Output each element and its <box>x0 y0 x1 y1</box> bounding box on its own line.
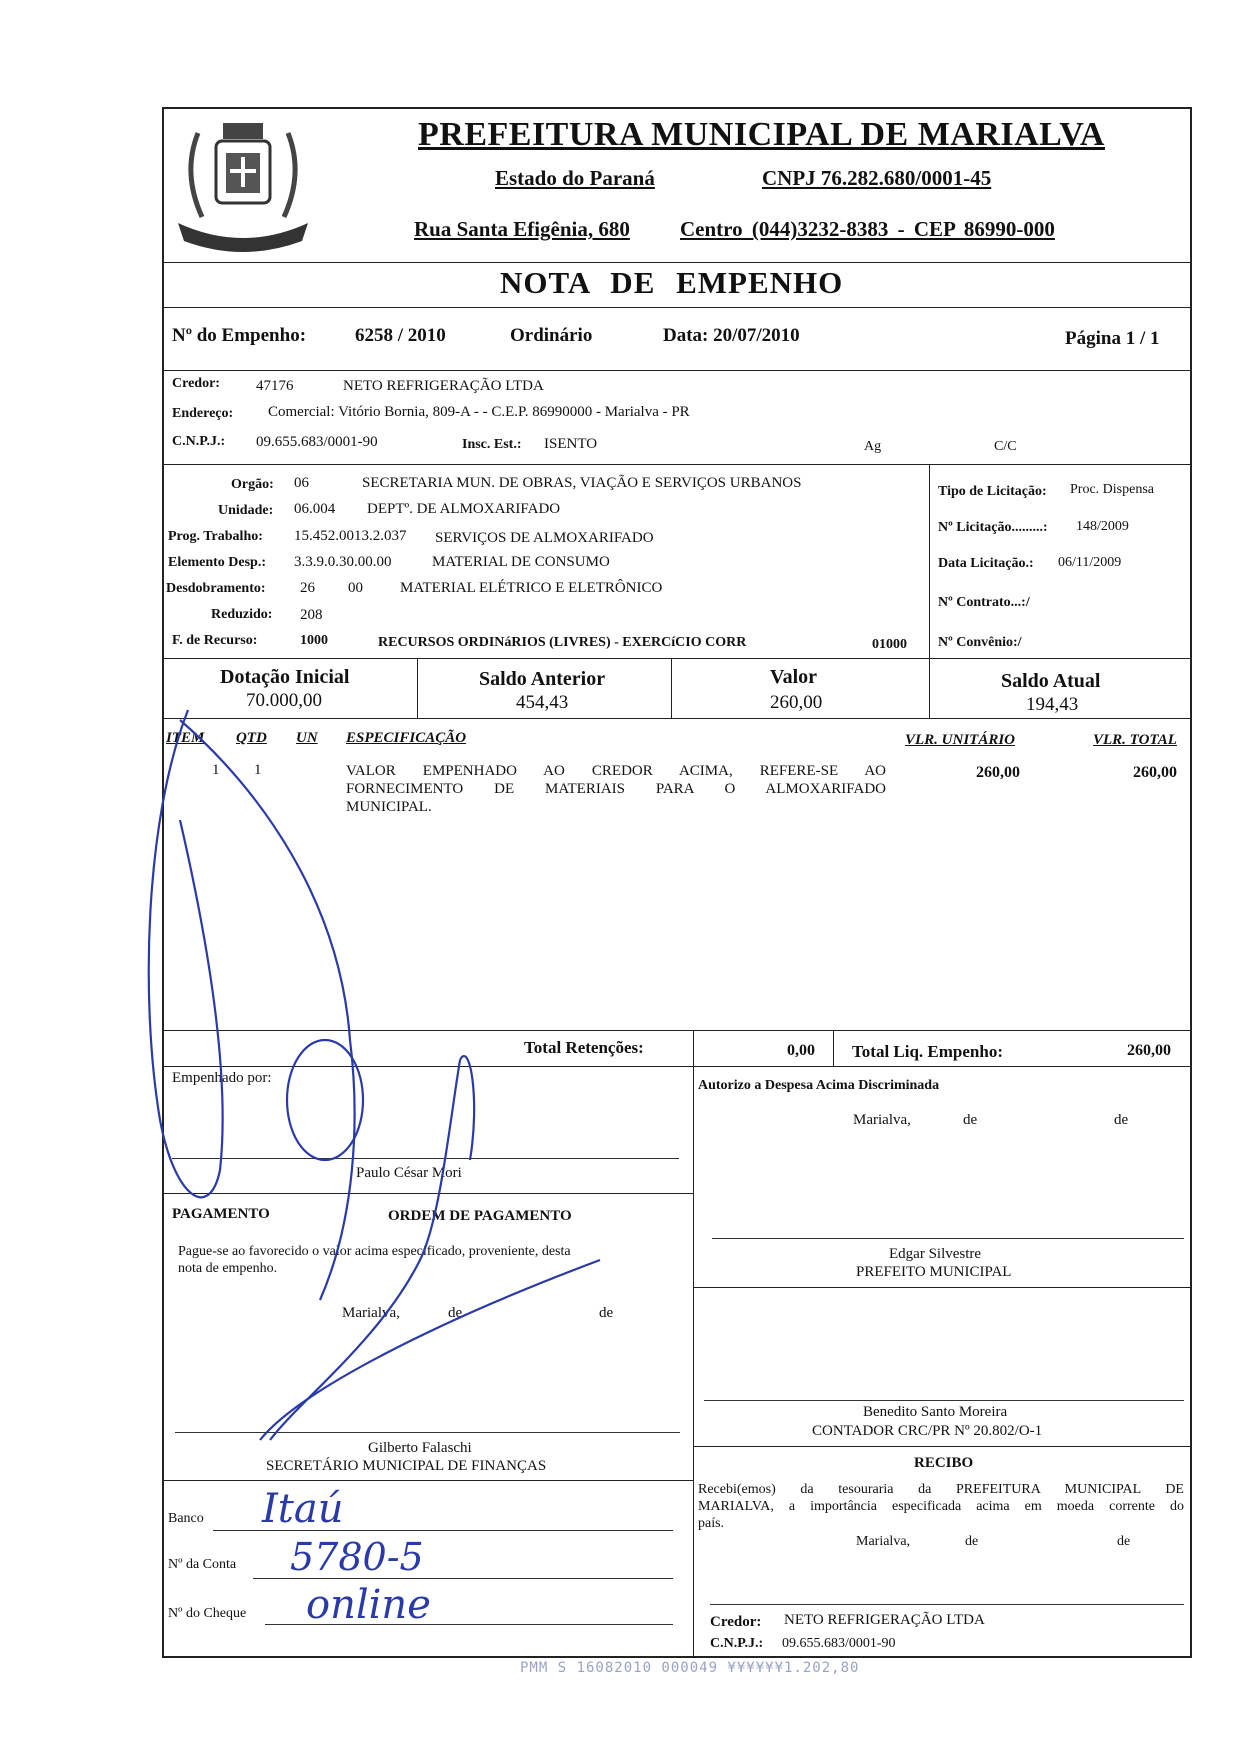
credor-code: 47176 <box>256 378 294 394</box>
items-header-total: VLR. TOTAL <box>1093 732 1177 748</box>
prog-desc: SERVIÇOS DE ALMOXARIFADO <box>435 530 654 546</box>
signature-line <box>712 1238 1184 1239</box>
cheque-handwriting: online <box>306 1582 431 1628</box>
recibo-credor-value: NETO REFRIGERAÇÃO LTDA <box>784 1612 985 1628</box>
contrato-label: Nº Contrato...:/ <box>938 595 1030 610</box>
cheque-label: Nº do Cheque <box>168 1606 247 1621</box>
banco-handwriting: Itaú <box>262 1486 344 1532</box>
liq-value: 260,00 <box>1127 1042 1171 1059</box>
recibo-credor-label: Credor: <box>710 1614 762 1630</box>
secretario-title: SECRETÁRIO MUNICIPAL DE FINANÇAS <box>266 1458 547 1474</box>
pagamento-label: PAGAMENTO <box>172 1206 270 1222</box>
cc-label: C/C <box>994 439 1017 454</box>
licitacao-tipo-label: Tipo de Licitação: <box>938 484 1047 499</box>
autorizo-de2: de <box>1114 1112 1129 1128</box>
recurso-code: 1000 <box>300 633 328 648</box>
saldo-anterior-label: Saldo Anterior <box>479 668 606 690</box>
recibo-text <box>698 1481 1184 1532</box>
licitacao-tipo-value: Proc. Dispensa <box>1070 482 1154 497</box>
autorizo-label: Autorizo a Despesa Acima Discriminada <box>698 1078 940 1093</box>
items-header-un: UN <box>296 730 318 746</box>
licitacao-numero-label: Nº Licitação.........: <box>938 520 1048 535</box>
empenho-label: Nº do Empenho: <box>172 325 307 346</box>
page-number: Página 1 / 1 <box>1065 328 1160 349</box>
divider <box>162 262 1192 263</box>
signature-line <box>710 1604 1184 1605</box>
recurso-code2: 01000 <box>872 637 907 652</box>
divider <box>162 1480 693 1481</box>
item-qtd: 1 <box>254 762 262 778</box>
orgao-desc: SECRETARIA MUN. DE OBRAS, VIAÇÃO E SERVIÇOS URBANOS <box>362 475 802 491</box>
conta-label: Nº da Conta <box>168 1557 237 1572</box>
autorizo-city: Marialva, <box>853 1112 911 1128</box>
coat-of-arms-logo <box>168 113 318 253</box>
desdobramento-code1: 26 <box>300 580 315 596</box>
reduzido-value: 208 <box>300 607 323 623</box>
elemento-desc: MATERIAL DE CONSUMO <box>432 554 610 570</box>
elemento-code: 3.3.9.0.30.00.00 <box>294 554 392 570</box>
orgao-label: Orgão: <box>231 477 274 492</box>
saldo-atual-label: Saldo Atual <box>1001 670 1101 692</box>
liq-label: Total Liq. Empenho: <box>852 1042 1003 1061</box>
signature-line <box>704 1400 1184 1401</box>
divider <box>671 658 672 718</box>
items-header-item: ITEM <box>166 730 205 746</box>
dotacao-value: 70.000,00 <box>246 690 322 711</box>
credor-name: NETO REFRIGERAÇÃO LTDA <box>343 378 544 394</box>
recibo-cnpj-value: 09.655.683/0001-90 <box>782 1636 896 1651</box>
recibo-text-line: país. <box>698 1516 725 1531</box>
header-address: Rua Santa Efigênia, 680 <box>414 217 630 241</box>
empenho-value: 6258 / 2010 <box>355 325 446 346</box>
divider <box>693 1030 694 1066</box>
ordem-pagamento-label: ORDEM DE PAGAMENTO <box>388 1208 572 1224</box>
document-title: NOTA DE EMPENHO <box>500 265 844 300</box>
prefeito-name: Edgar Silvestre <box>889 1246 982 1262</box>
pagamento-text-line: Pague-se ao favorecido o valor acima especificado, proveniente, desta <box>178 1244 571 1259</box>
items-header-qtd: QTD <box>236 730 267 746</box>
prefeito-title: PREFEITO MUNICIPAL <box>856 1264 1012 1280</box>
insc-label: Insc. Est.: <box>462 437 522 452</box>
divider <box>833 1030 834 1066</box>
recibo-de1: de <box>965 1534 979 1549</box>
items-header-spec: ESPECIFICAÇÃO <box>346 730 467 746</box>
divider <box>693 1446 1192 1447</box>
item-number: 1 <box>212 762 220 778</box>
endereco-label: Endereço: <box>172 406 234 421</box>
contador-title: CONTADOR CRC/PR Nº 20.802/O-1 <box>812 1423 1043 1439</box>
conta-handwriting: 5780-5 <box>290 1535 424 1579</box>
handwritten-signature <box>140 700 660 1460</box>
recibo-text-line: Recebi(emos) da tesouraria da PREFEITURA MUNICIPAL DE <box>698 1482 1184 1497</box>
contador-name: Benedito Santo Moreira <box>863 1404 1008 1420</box>
saldo-anterior-value: 454,43 <box>516 692 569 713</box>
recibo-de2: de <box>1117 1534 1131 1549</box>
pagamento-de2: de <box>599 1305 614 1321</box>
pagamento-text-line: nota de empenho. <box>178 1261 278 1276</box>
recibo-title: RECIBO <box>914 1455 974 1471</box>
valor-value: 260,00 <box>770 692 823 713</box>
unidade-code: 06.004 <box>294 501 336 517</box>
prog-label: Prog. Trabalho: <box>168 529 263 544</box>
desdobramento-label: Desdobramento: <box>166 581 266 596</box>
saldo-atual-value: 194,43 <box>1026 694 1079 715</box>
item-spec-line: VALOR EMPENHADO AO CREDOR ACIMA, REFERE-SE AO <box>346 763 886 779</box>
cnpj-value: 09.655.683/0001-90 <box>256 434 378 450</box>
divider <box>929 464 930 659</box>
pagamento-city: Marialva, <box>342 1305 400 1321</box>
desdobramento-desc: MATERIAL ELÉTRICO E ELETRÔNICO <box>400 580 663 596</box>
divider <box>693 1066 694 1658</box>
item-spec-line: MUNICIPAL. <box>346 799 432 815</box>
recibo-text-line: MARIALVA, a importância especificada acima em moeda corrente do <box>698 1499 1184 1514</box>
divider <box>929 658 930 718</box>
item-spec-line: FORNECIMENTO DE MATERIAIS PARA O ALMOXARIFADO <box>346 781 886 797</box>
retention-label: Total Retenções: <box>524 1038 644 1057</box>
recurso-desc: RECURSOS ORDINáRIOS (LIVRES) - EXERCíCIO CORR <box>378 635 747 650</box>
divider <box>693 1287 1192 1288</box>
licitacao-data-value: 06/11/2009 <box>1058 555 1122 570</box>
autorizo-de1: de <box>963 1112 978 1128</box>
header-cnpj: CNPJ 76.282.680/0001-45 <box>762 166 992 190</box>
desdobramento-code2: 00 <box>348 580 363 596</box>
retention-value: 0,00 <box>787 1042 815 1059</box>
header-address-rest: Centro (044)3232-8383 - CEP 86990-000 <box>680 217 1055 241</box>
empenho-date: Data: 20/07/2010 <box>663 325 800 346</box>
empenho-type: Ordinário <box>510 325 593 346</box>
recibo-city: Marialva, <box>856 1534 911 1549</box>
empenhado-label: Empenhado por: <box>172 1070 272 1086</box>
insc-value: ISENTO <box>544 436 598 452</box>
reduzido-label: Reduzido: <box>211 607 273 622</box>
credor-label: Credor: <box>172 376 220 391</box>
pagamento-de1: de <box>448 1305 463 1321</box>
recibo-cnpj-label: C.N.P.J.: <box>710 1636 764 1651</box>
recurso-label: F. de Recurso: <box>172 633 258 648</box>
divider <box>162 370 1192 371</box>
cnpj-label: C.N.P.J.: <box>172 434 226 449</box>
header-state: Estado do Paraná <box>495 166 655 190</box>
items-header-unit-price: VLR. UNITÁRIO <box>905 732 1016 748</box>
divider <box>162 658 1192 659</box>
header-title: PREFEITURA MUNICIPAL DE MARIALVA <box>418 116 1105 153</box>
licitacao-numero-value: 148/2009 <box>1076 519 1129 534</box>
convenio-label: Nº Convênio:/ <box>938 635 1022 650</box>
bank-stamp: PMM S 16082010 000049 ¥¥¥¥¥¥1.202,80 <box>520 1660 860 1676</box>
endereco-value: Comercial: Vitório Bornia, 809-A - - C.E.P. 86990000 - Marialva - PR <box>268 404 690 420</box>
ag-label: Ag <box>864 439 882 454</box>
divider <box>162 464 1192 465</box>
prog-code: 15.452.0013.2.037 <box>294 528 407 544</box>
empenhado-name: Paulo César Mori <box>356 1165 462 1181</box>
valor-label: Valor <box>770 666 818 688</box>
item-unit-price: 260,00 <box>976 764 1020 781</box>
unidade-desc: DEPTº. DE ALMOXARIFADO <box>367 501 561 517</box>
banco-label: Banco <box>168 1511 204 1526</box>
dotacao-label: Dotação Inicial <box>220 666 350 688</box>
orgao-code: 06 <box>294 475 309 491</box>
secretario-name: Gilberto Falaschi <box>368 1440 472 1456</box>
unidade-label: Unidade: <box>218 503 274 518</box>
item-total: 260,00 <box>1133 764 1177 781</box>
divider <box>162 307 1192 308</box>
licitacao-data-label: Data Licitação.: <box>938 556 1034 571</box>
elemento-label: Elemento Desp.: <box>168 555 266 570</box>
